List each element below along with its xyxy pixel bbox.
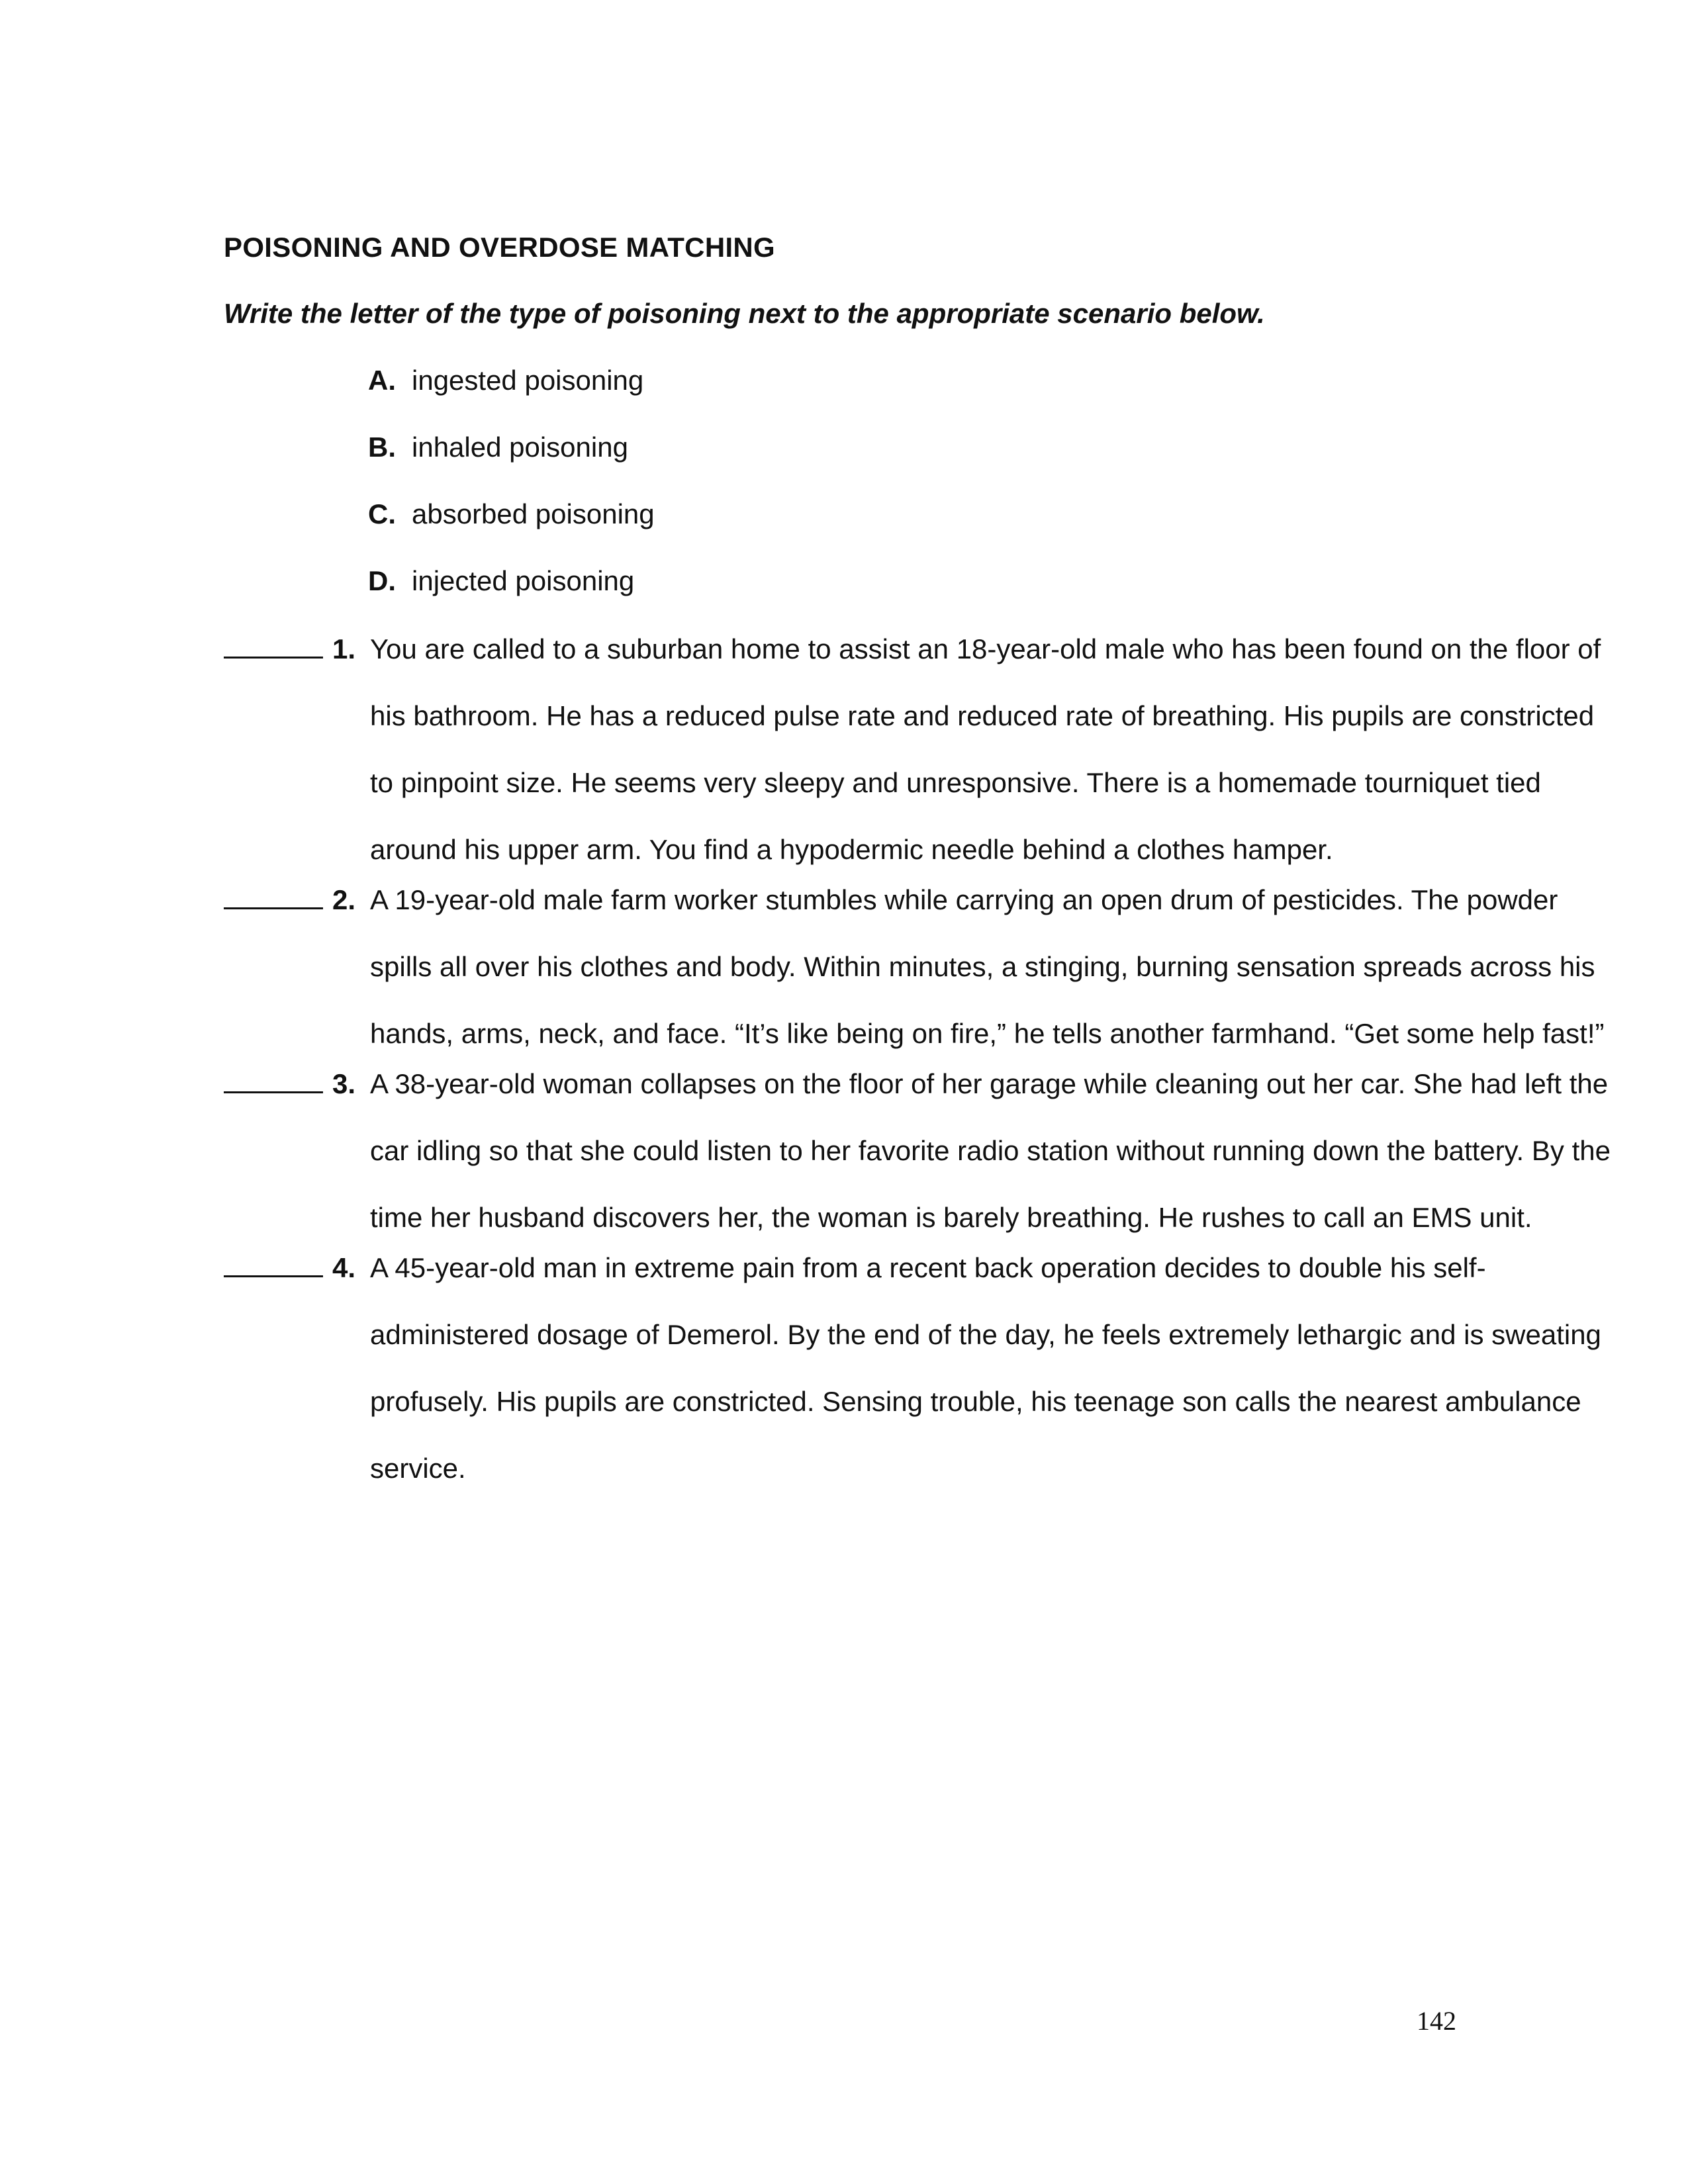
question-3 <box>224 1050 1611 1251</box>
answer-blank[interactable] <box>224 1234 323 1277</box>
instruction-text: Write the letter of the type of poisoning next to the appropriate scenario below. <box>224 298 1265 329</box>
question-2 <box>224 866 1605 1067</box>
page-title: POISONING AND OVERDOSE MATCHING <box>224 232 776 263</box>
question-number: 3. <box>332 1068 356 1099</box>
answer-blank[interactable] <box>224 1050 323 1093</box>
option-letter: A. <box>368 365 396 396</box>
question-text: You are called to a suburban home to assist an 18-year-old male who has been found on the floor of his bathroom. He has a reduced pulse rate and reduced rate of breathing. His pupils are constricted to pinpoint size. He seems very sleepy and unresponsive. There is a homemade tourniquet tied around his upper arm. You find a hypodermic needle behind a clothes hamper. <box>370 633 1601 865</box>
option-text: absorbed poisoning <box>412 498 655 529</box>
option-c <box>368 498 655 565</box>
option-b <box>368 431 655 498</box>
option-letter: D. <box>368 565 396 596</box>
option-text: ingested poisoning <box>412 365 644 396</box>
question-number: 1. <box>332 633 356 664</box>
answer-blank[interactable] <box>224 615 323 659</box>
option-text: inhaled poisoning <box>412 432 628 463</box>
question-number: 2. <box>332 884 356 915</box>
question-text: A 38-year-old woman collapses on the floor of her garage while cleaning out her car. She had left the car idling so that she could listen to her favorite radio station without running down the battery. By the time her husband discovers her, the woman is barely breathing. He rushes to call an EMS unit. <box>370 1068 1611 1233</box>
option-letter: B. <box>368 432 396 463</box>
option-a <box>368 364 655 431</box>
question-4 <box>224 1234 1601 1502</box>
answer-blank[interactable] <box>224 866 323 909</box>
option-letter: C. <box>368 498 396 529</box>
question-number: 4. <box>332 1252 356 1283</box>
question-1 <box>224 615 1601 883</box>
question-text: A 19-year-old male farm worker stumbles while carrying an open drum of pesticides. The powder spills all over his clothes and body. Within minutes, a stinging, burning sensation spreads across his hands, arms, neck, and face. “It’s like being on fire,” he tells another farmhand. “Get some help fast!” <box>370 884 1605 1049</box>
option-text: injected poisoning <box>412 565 635 596</box>
page-number: 142 <box>1417 2006 1456 2036</box>
answer-options-list <box>368 364 655 631</box>
question-text: A 45-year-old man in extreme pain from a recent back operation decides to double his self-administered dosage of Demerol. By the end of the day, he feels extremely lethargic and is sweating profusely. His pupils are constricted. Sensing trouble, his teenage son calls the nearest ambulance service. <box>370 1252 1601 1484</box>
questions-list <box>224 632 1611 1502</box>
